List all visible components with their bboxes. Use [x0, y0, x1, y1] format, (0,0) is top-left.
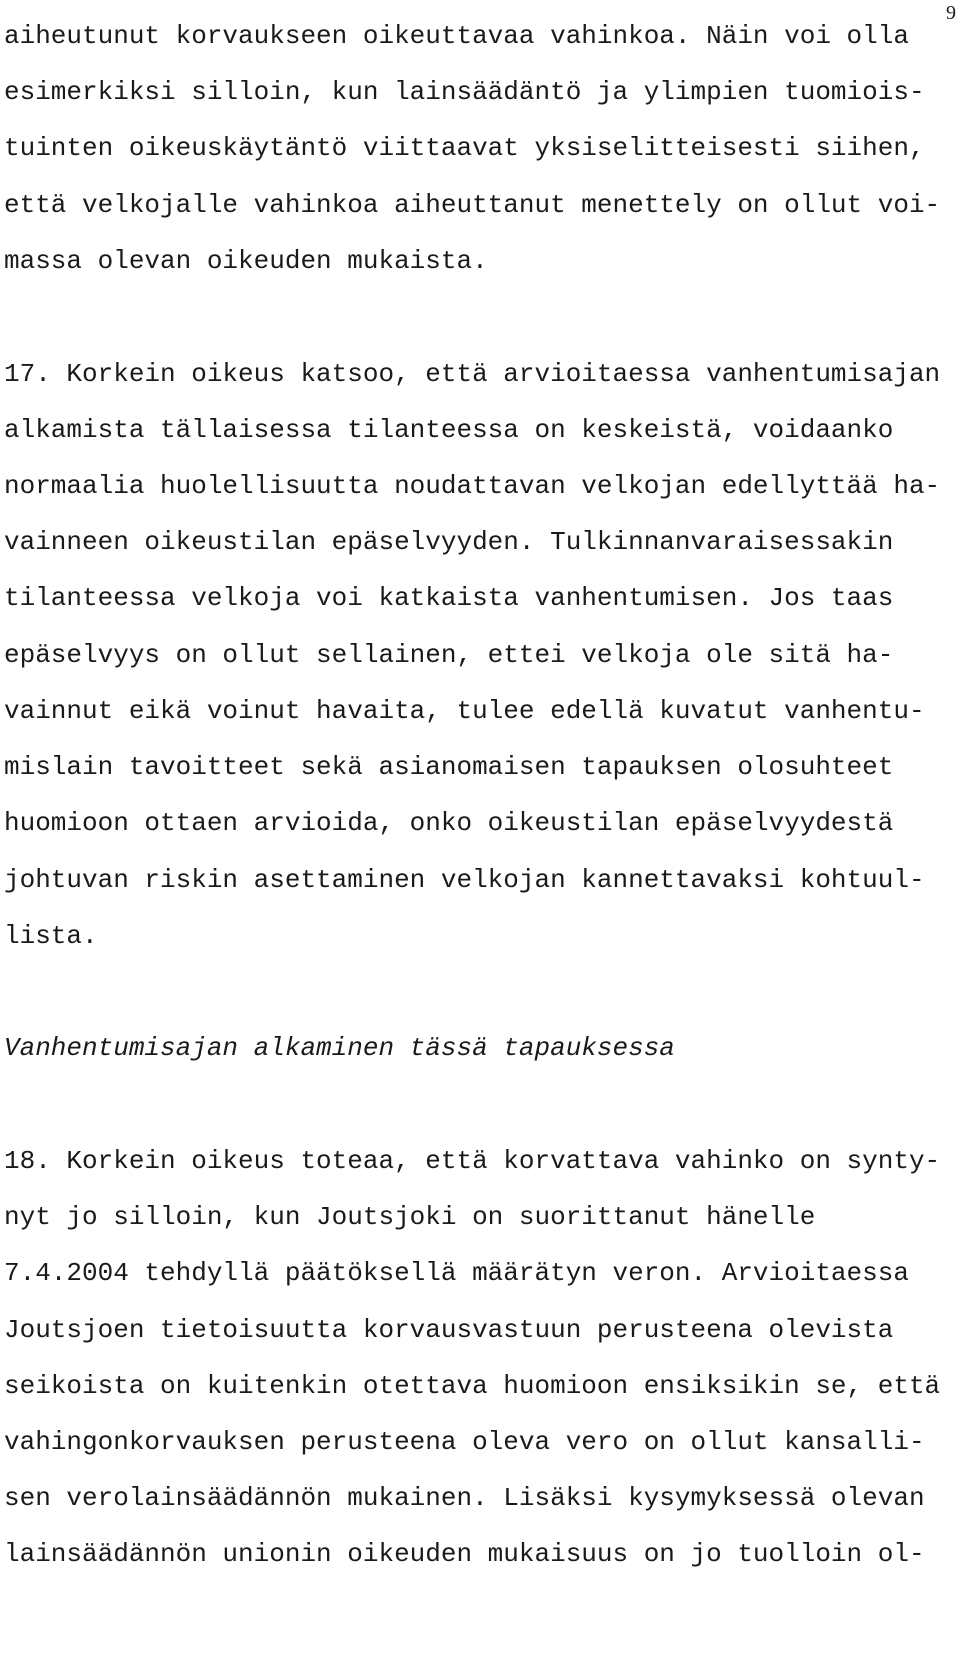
text-line: nyt jo silloin, kun Joutsjoki on suorittanut hänelle: [4, 1202, 816, 1232]
text-line: normaalia huolellisuutta noudattavan velkojan edellyttää ha-: [4, 471, 941, 501]
text-line: tuinten oikeuskäytäntö viittaavat yksiselitteisesti siihen,: [4, 133, 925, 163]
text-line: massa olevan oikeuden mukaista.: [4, 246, 488, 276]
text-line: johtuvan riskin asettaminen velkojan kannettavaksi kohtuul-: [4, 865, 925, 895]
text-line: Joutsjoen tietoisuutta korvausvastuun perusteena olevista: [4, 1315, 894, 1345]
text-line: alkamista tällaisessa tilanteessa on keskeistä, voidaanko: [4, 415, 894, 445]
text-line: mislain tavoitteet sekä asianomaisen tapauksen olosuhteet: [4, 752, 894, 782]
text-line: 18. Korkein oikeus toteaa, että korvattava vahinko on synty-: [4, 1146, 941, 1176]
text-line: aiheutunut korvaukseen oikeuttavaa vahinkoa. Näin voi olla: [4, 21, 909, 51]
text-line: 7.4.2004 tehdyllä päätöksellä määrätyn veron. Arvioitaessa: [4, 1258, 909, 1288]
text-line: esimerkiksi silloin, kun lainsäädäntö ja ylimpien tuomiois-: [4, 77, 925, 107]
text-line: sen verolainsäädännön mukainen. Lisäksi kysymyksessä olevan: [4, 1483, 925, 1513]
text-line: vainneen oikeustilan epäselvyyden. Tulkinnanvaraisessakin: [4, 527, 894, 557]
text-line: lainsäädännön unionin oikeuden mukaisuus on jo tuolloin ol-: [4, 1539, 925, 1569]
text-line: huomioon ottaen arvioida, onko oikeustilan epäselvyydestä: [4, 808, 894, 838]
text-line: seikoista on kuitenkin otettava huomioon ensiksikin se, että: [4, 1371, 941, 1401]
text-line: epäselvyys on ollut sellainen, ettei velkoja ole sitä ha-: [4, 640, 894, 670]
text-line: vainnut eikä voinut havaita, tulee edellä kuvatut vanhentu-: [4, 696, 925, 726]
text-line: tilanteessa velkoja voi katkaista vanhentumisen. Jos taas: [4, 583, 894, 613]
section-heading: Vanhentumisajan alkaminen tässä tapauksessa: [4, 1033, 675, 1063]
page-number: 9: [946, 2, 956, 24]
text-line: lista.: [4, 921, 98, 951]
text-line: vahingonkorvauksen perusteena oleva vero on ollut kansalli-: [4, 1427, 925, 1457]
text-line: 17. Korkein oikeus katsoo, että arvioitaessa vanhentumisajan: [4, 359, 941, 389]
text-line: että velkojalle vahinkoa aiheuttanut menettely on ollut voi-: [4, 190, 941, 220]
